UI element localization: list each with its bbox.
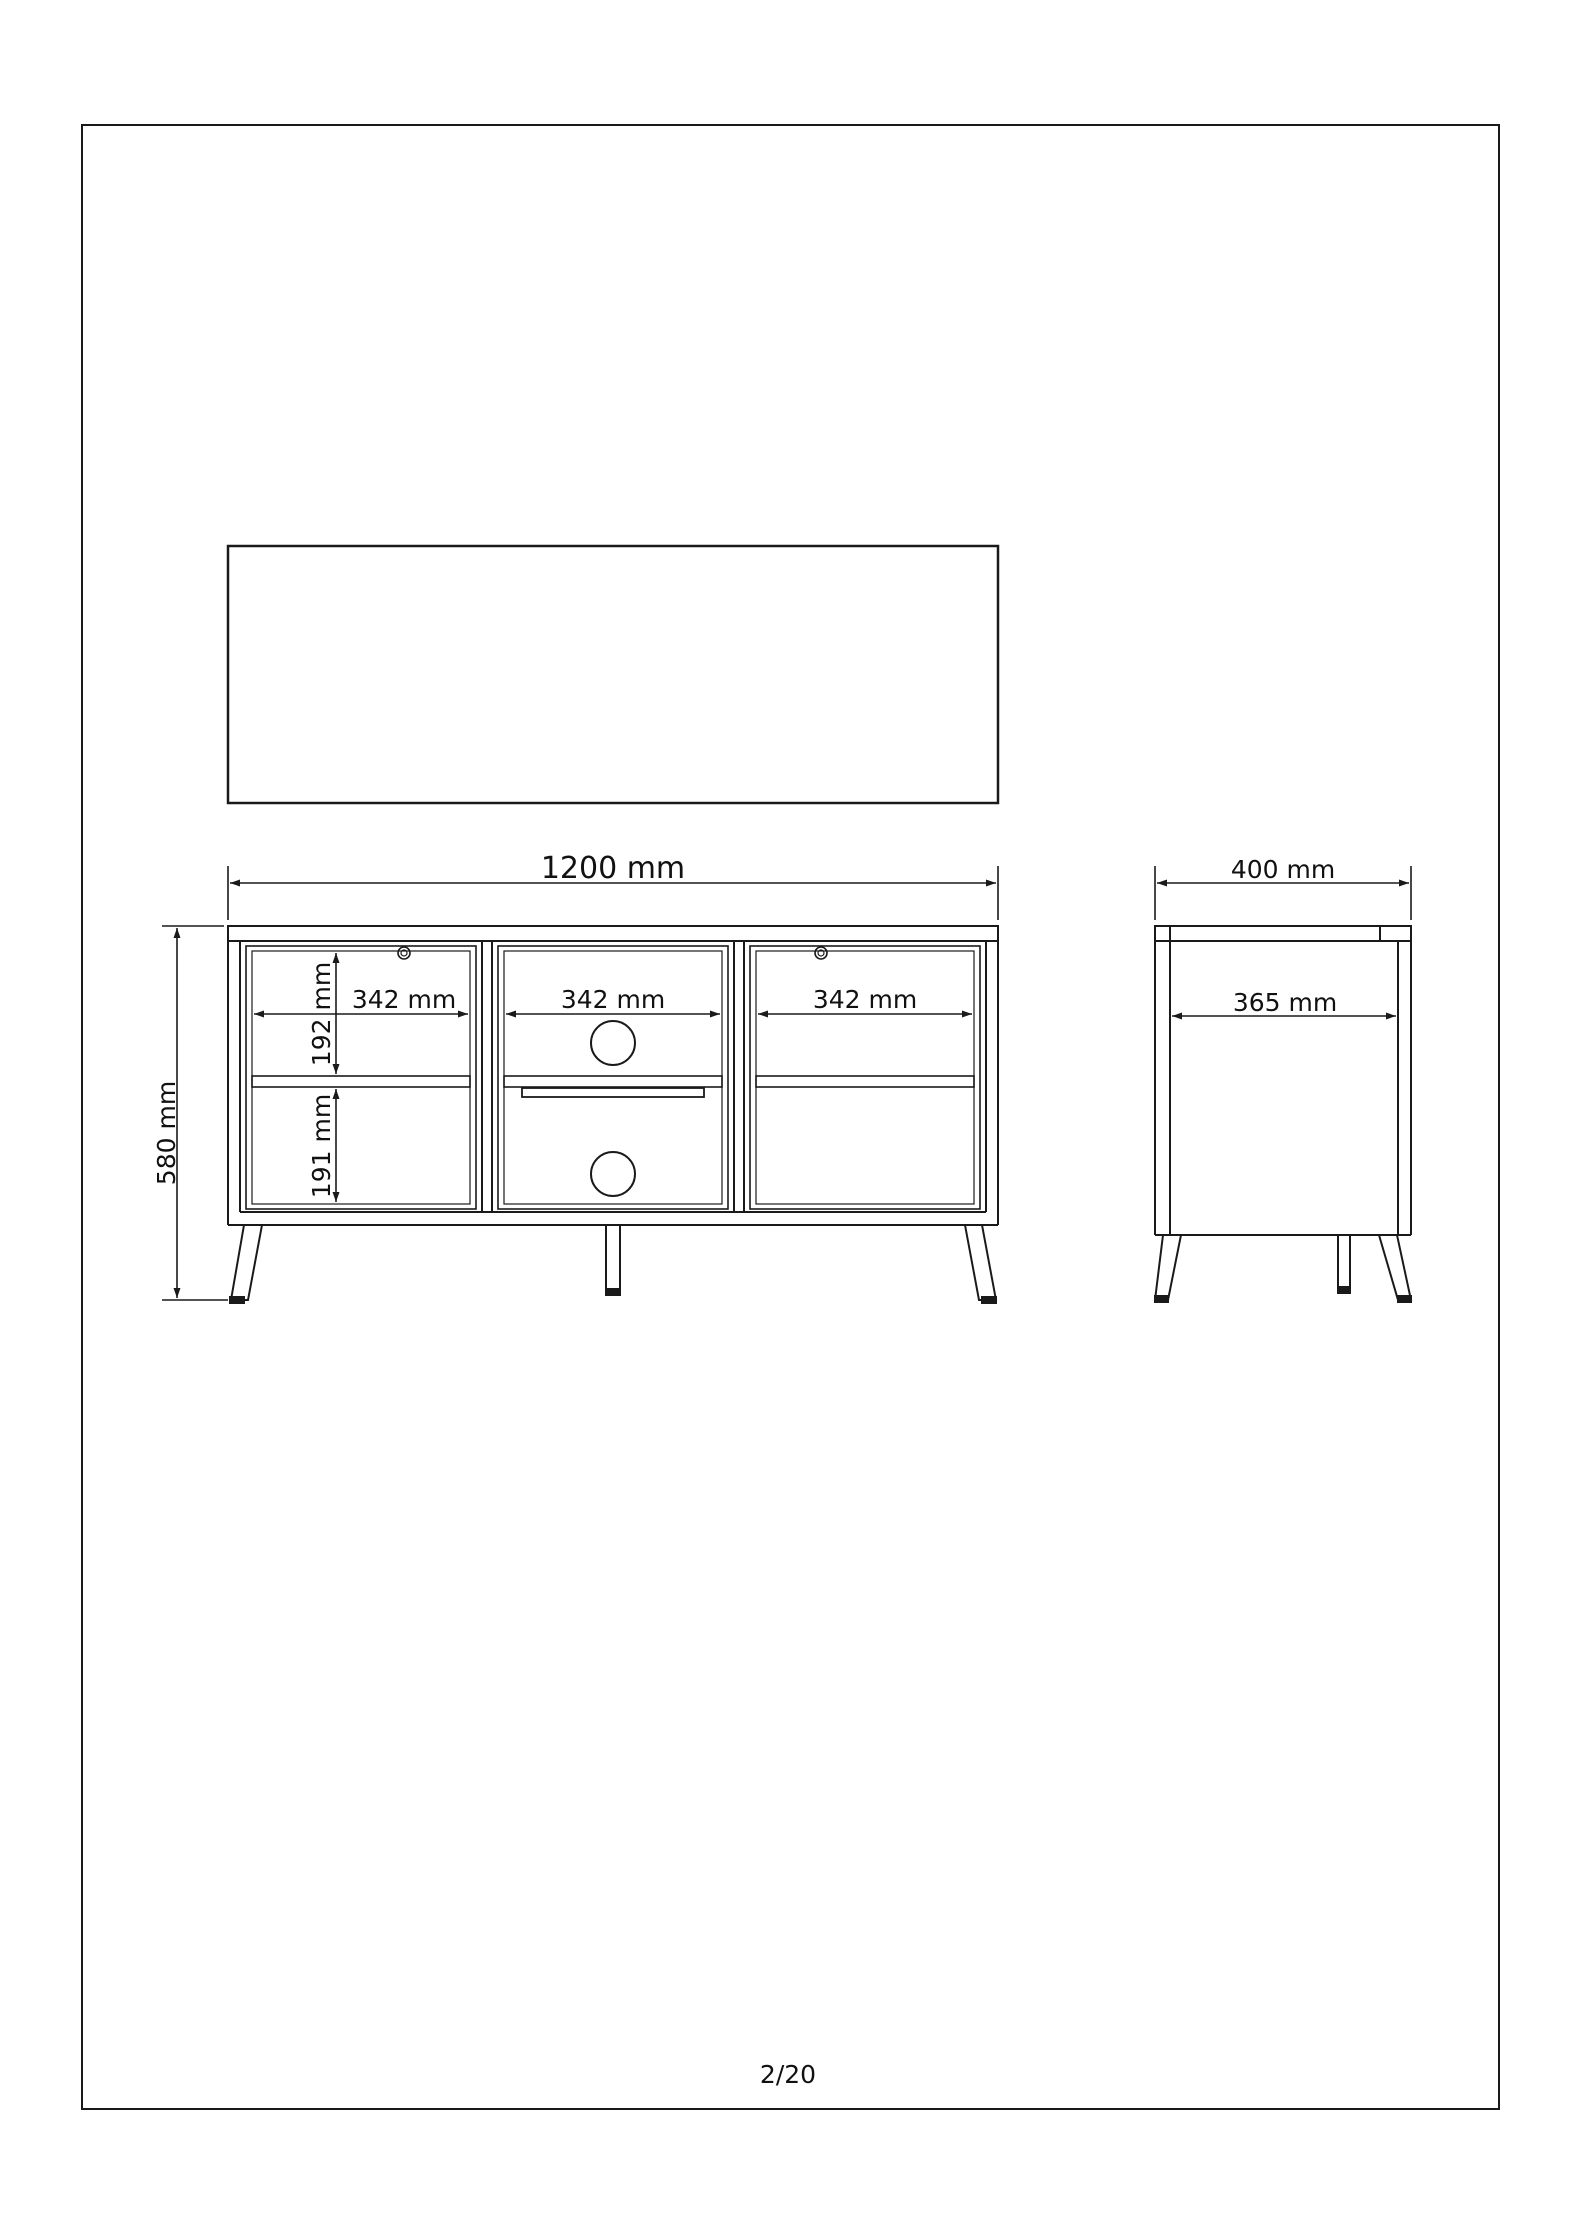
overall-depth-label: 400 mm bbox=[1230, 855, 1336, 884]
front-dimension-labels bbox=[152, 851, 917, 1198]
upper-shelf-height-label: 192 mm bbox=[307, 961, 336, 1067]
inner-depth-label: 365 mm bbox=[1232, 988, 1338, 1017]
front-view bbox=[228, 926, 998, 1303]
side-view bbox=[1155, 926, 1411, 1302]
lower-shelf-height-label: 191 mm bbox=[307, 1093, 336, 1199]
overall-width-label: 1200 mm bbox=[540, 851, 686, 886]
top-view bbox=[228, 546, 998, 803]
page-number: 2/20 bbox=[759, 2060, 817, 2089]
overall-height-label: 580 mm bbox=[152, 1080, 181, 1186]
side-dimension-labels bbox=[1231, 855, 1337, 1017]
compartment-right-width-label: 342 mm bbox=[812, 985, 918, 1014]
front-dimension-lines bbox=[162, 866, 998, 1300]
compartment-middle-width-label: 342 mm bbox=[560, 985, 666, 1014]
compartment-left-width-label: 342 mm bbox=[351, 985, 457, 1014]
